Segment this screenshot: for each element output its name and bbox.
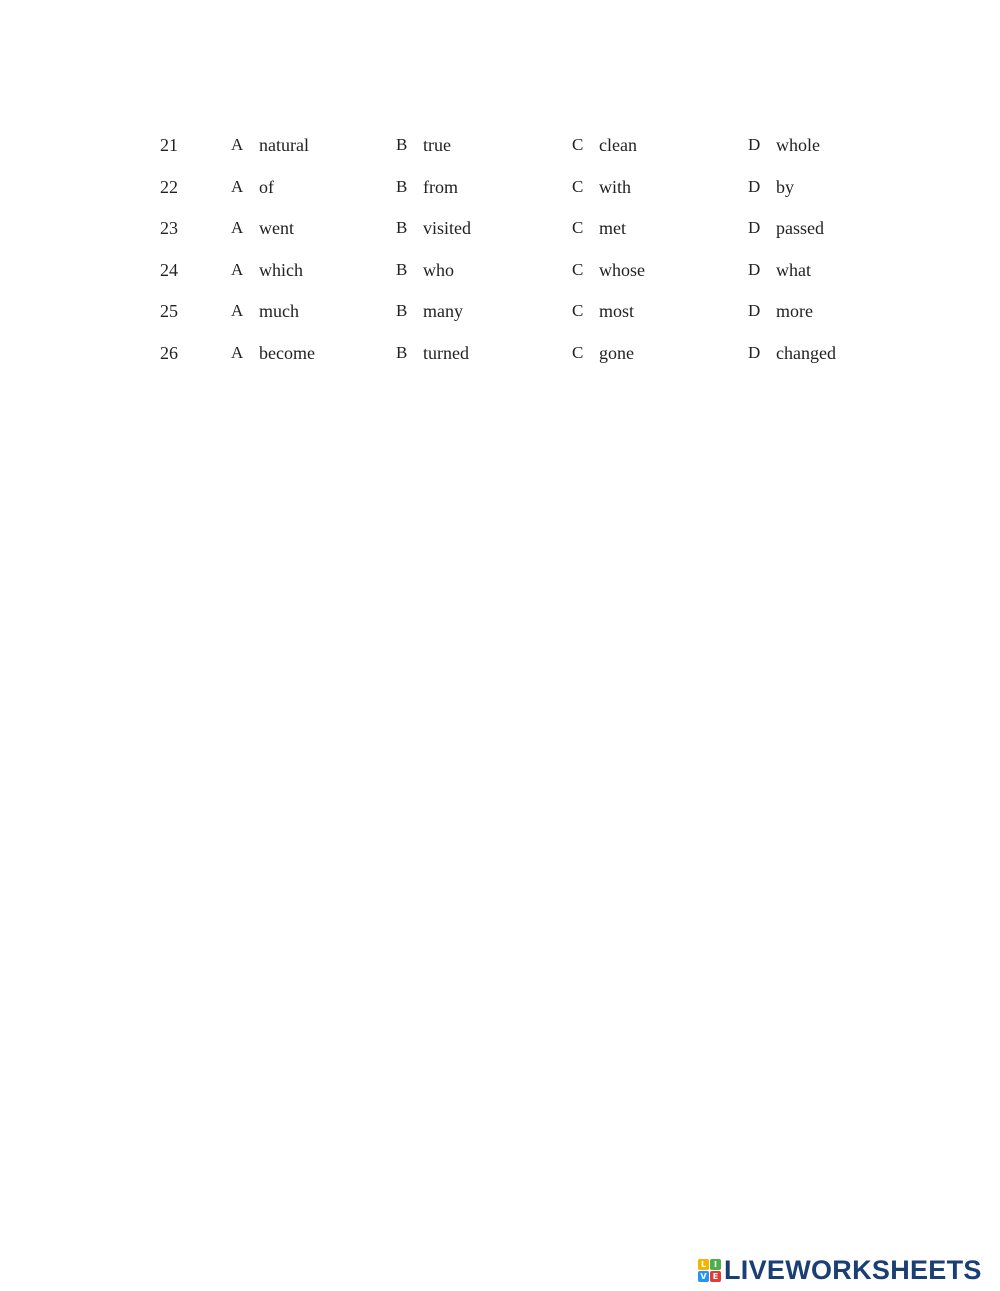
option-letter: C [572,218,584,238]
option-text: many [423,301,463,322]
option-text: went [259,218,294,239]
option-letter: D [748,176,761,196]
option-letter: D [748,218,761,238]
question-number: 22 [160,176,178,197]
option-letter: B [396,259,408,279]
option-text: whose [599,259,645,280]
option-letter: D [748,259,761,279]
option-text: what [776,259,811,280]
option-text: much [259,301,299,322]
option-text: with [599,176,632,197]
question-list [0,132,1000,382]
option-text: which [259,259,303,280]
logo-blocks-icon [698,1259,721,1282]
option-letter: B [396,342,408,362]
logo-text: LIVEWORKSHEETS [724,1255,982,1285]
option-letter: C [572,176,584,196]
question-row-22 [0,174,1000,216]
option-text: become [259,342,315,363]
option-text: gone [599,342,634,363]
option-letter: B [396,218,408,238]
logo-block: V [698,1271,709,1282]
logo-block: L [698,1259,709,1270]
option-letter: A [231,342,244,362]
option-text: from [423,176,458,197]
logo-block: E [710,1271,721,1282]
option-text: by [776,176,794,197]
option-text: of [259,176,274,197]
option-text: visited [423,218,471,239]
option-letter: A [231,218,244,238]
option-letter: A [231,259,244,279]
logo-block: I [710,1259,721,1270]
option-text: natural [259,135,309,155]
option-text: turned [423,342,469,363]
option-letter: C [572,342,584,362]
option-text: more [776,301,813,322]
question-number: 26 [160,342,178,363]
option-letter: C [572,301,584,321]
question-number: 24 [160,259,178,280]
question-row-25 [0,298,1000,340]
option-text: clean [599,135,637,155]
option-text: changed [776,342,836,363]
option-letter: C [572,135,584,154]
option-letter: A [231,135,244,154]
option-letter: D [748,342,761,362]
option-text: met [599,218,626,239]
option-text: true [423,135,451,155]
option-text: passed [776,218,824,239]
question-number: 21 [160,135,178,155]
question-row-23 [0,215,1000,257]
option-letter: B [396,301,408,321]
option-text: whole [776,135,820,155]
question-row-24 [0,257,1000,299]
question-number: 23 [160,218,178,239]
option-letter: D [748,301,761,321]
question-row-21 [0,132,1000,174]
option-text: most [599,301,635,322]
option-text: who [423,259,454,280]
option-letter: A [231,176,244,196]
liveworksheets-logo [698,1256,982,1284]
option-letter: B [396,176,408,196]
question-row-26 [0,340,1000,382]
option-letter: B [396,135,408,154]
question-number: 25 [160,301,178,322]
option-letter: A [231,301,244,321]
option-letter: D [748,135,761,154]
option-letter: C [572,259,584,279]
